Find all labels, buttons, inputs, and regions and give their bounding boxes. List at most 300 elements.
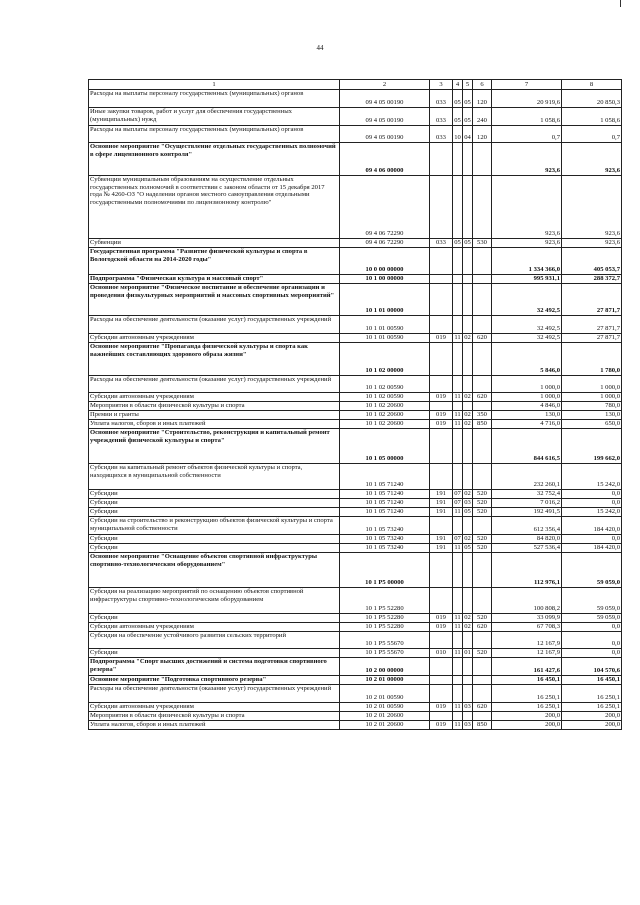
row-expense-type-cell: 120 [473,126,492,143]
table-row [89,143,622,176]
table-body [89,90,622,730]
row-section-cell [453,376,463,393]
row-amount-2020-cell: 200,0 [562,712,622,721]
row-subsection-cell [463,143,473,176]
row-code-cell: 10 2 01 20600 [340,712,430,721]
row-expense-type-cell: 520 [473,490,492,499]
row-subsection-cell [463,429,473,464]
table-row [89,703,622,712]
row-section-cell [453,248,463,275]
table-row [89,614,622,623]
row-name-cell: Субсидии автономным учреждениям [89,623,340,632]
table-row [89,676,622,685]
row-section-cell: 11 [454,614,461,622]
budget-table [88,79,622,730]
row-expense-type-cell: 520 [473,535,492,544]
row-section-cell [453,176,463,239]
row-amount-2019-cell: 1 058,6 [492,108,562,126]
row-code-cell: 10 1 00 00000 [340,275,430,284]
row-subsection-cell [463,316,473,334]
table-row [89,508,622,517]
row-amount-2020-cell: 16 450,1 [562,676,622,685]
row-subsection-cell: 03 [464,499,471,507]
row-subsection-cell [463,658,473,676]
row-amount-2020-cell: 288 372,7 [562,275,622,284]
row-subsection-cell: 05 [464,239,471,247]
row-ministry-cell [430,685,453,703]
row-section-cell: 11 [454,420,461,428]
header-cell: 6 [473,80,492,90]
row-section-cell: 05 [454,239,461,247]
row-section-cell [453,284,463,316]
row-name-cell: Основное мероприятие "Пропаганда физической культуры и спорта как важнейших составляющих здорового образа жизни" [89,343,340,376]
row-section-cell [453,676,463,685]
table-row [89,553,622,588]
row-expense-type-cell: 520 [473,614,492,623]
header-cell: 5 [463,80,473,90]
row-expense-type-cell: 620 [473,393,492,402]
row-section-cell: 07 [454,499,461,507]
table-row [89,429,622,464]
row-code-cell: 10 1 05 71240 [340,490,430,499]
row-amount-2019-cell: 527 536,4 [492,544,562,553]
row-ministry-cell: 019 [430,703,453,712]
row-amount-2019-cell: 1 000,0 [492,376,562,393]
row-amount-2019-cell: 16 250,1 [492,685,562,703]
row-name-cell: Основное мероприятие "Строительство, реконструкция и капитальный ремонт учреждений физической культуры и спорта" [89,429,340,464]
row-code-cell: 10 1 05 00000 [340,429,430,464]
row-subsection-cell [463,284,473,316]
row-code-cell: 10 2 00 00000 [340,658,430,676]
row-amount-2019-cell: 4 716,0 [492,420,562,429]
row-expense-type-cell [473,402,492,411]
row-name-cell: Подпрограмма "Спорт высших достижений и система подготовки спортивного резерва" [89,658,340,676]
row-section-cell: 11 [454,703,461,711]
row-expense-type-cell: 350 [473,411,492,420]
row-amount-2020-cell: 27 871,7 [562,316,622,334]
row-ministry-cell [430,275,453,284]
row-section-cell [453,632,463,649]
row-name-cell: Субсидии [89,499,340,508]
row-ministry-cell [430,429,453,464]
row-ministry-cell [430,284,453,316]
row-amount-2019-cell: 4 846,0 [492,402,562,411]
table-row [89,544,622,553]
row-amount-2019-cell: 232 260,1 [492,464,562,490]
header-cell: 8 [562,80,622,90]
row-amount-2020-cell: 780,0 [562,402,622,411]
row-section-cell [453,553,463,588]
row-amount-2019-cell: 16 450,1 [492,676,562,685]
row-name-cell: Уплата налогов, сборов и иных платежей [89,420,340,429]
row-code-cell: 10 1 05 71240 [340,464,430,490]
row-name-cell: Субсидии [89,614,340,623]
row-code-cell: 10 1 05 73240 [340,544,430,553]
row-subsection-cell: 05 [463,108,473,126]
row-name-cell: Субсидии [89,649,340,658]
row-code-cell: 09 4 06 72290 [340,176,430,239]
row-expense-type-cell: 120 [473,90,492,108]
row-amount-2019-cell: 1 334 366,0 [492,248,562,275]
row-section-cell [453,275,463,284]
table-row [89,90,622,108]
row-amount-2019-cell: 16 250,1 [492,703,562,712]
row-section-cell [453,402,463,411]
row-amount-2019-cell: 84 820,0 [492,535,562,544]
row-subsection-cell [463,343,473,376]
row-amount-2020-cell: 16 250,1 [562,703,622,712]
row-amount-2020-cell: 184 420,0 [562,517,622,535]
row-code-cell: 10 1 05 71240 [340,508,430,517]
row-name-cell: Расходы на выплаты персоналу государственных (муниципальных) органов [89,90,340,108]
row-ministry-cell: 033 [430,239,453,248]
row-section-cell: 11 [454,508,461,516]
row-ministry-cell [430,553,453,588]
table-row [89,490,622,499]
row-ministry-cell: 191 [430,544,453,553]
row-subsection-cell: 02 [464,420,471,428]
row-subsection-cell [463,275,473,284]
row-code-cell: 10 1 P5 55670 [340,649,430,658]
row-subsection-cell: 02 [464,490,471,498]
row-code-cell: 10 1 05 73240 [340,517,430,535]
row-name-cell: Премии и гранты [89,411,340,420]
row-amount-2020-cell: 1 058,6 [562,108,622,126]
row-code-cell: 10 2 01 00590 [340,703,430,712]
row-amount-2020-cell: 405 053,7 [562,248,622,275]
row-ministry-cell [430,248,453,275]
table-row [89,176,622,239]
row-amount-2019-cell: 1 000,0 [492,393,562,402]
row-code-cell: 10 1 02 00590 [340,376,430,393]
row-expense-type-cell [473,429,492,464]
row-name-cell: Субсидии [89,490,340,499]
row-section-cell [453,712,463,721]
row-name-cell: Субсидии автономным учреждениям [89,703,340,712]
table-row [89,316,622,334]
row-amount-2020-cell: 15 242,0 [562,508,622,517]
table-row [89,517,622,535]
row-subsection-cell: 01 [464,649,471,657]
row-name-cell: Субсидии автономным учреждениям [89,334,340,343]
table-row [89,712,622,721]
row-subsection-cell [463,248,473,275]
row-expense-type-cell [473,376,492,393]
row-name-cell: Мероприятия в области физической культуры и спорта [89,712,340,721]
row-code-cell: 10 1 02 20600 [340,411,430,420]
table-row [89,343,622,376]
row-expense-type-cell [473,248,492,275]
row-code-cell: 10 1 05 71240 [340,499,430,508]
row-amount-2019-cell: 844 616,5 [492,429,562,464]
row-amount-2020-cell: 0,0 [562,632,622,649]
row-amount-2019-cell: 20 919,6 [492,90,562,108]
row-section-cell [453,588,463,614]
row-name-cell: Уплата налогов, сборов и иных платежей [89,721,340,730]
row-name-cell: Субсидии [89,535,340,544]
row-expense-type-cell [473,343,492,376]
row-ministry-cell: 019 [430,420,453,429]
row-amount-2020-cell: 130,0 [562,411,622,420]
row-ministry-cell [430,376,453,393]
row-name-cell: Субсидии автономным учреждениям [89,393,340,402]
row-amount-2019-cell: 923,6 [492,143,562,176]
row-ministry-cell: 019 [430,411,453,420]
row-code-cell: 10 1 P5 52280 [340,623,430,632]
row-code-cell: 10 1 P5 52280 [340,614,430,623]
row-ministry-cell [430,176,453,239]
row-amount-2019-cell: 7 016,2 [492,499,562,508]
row-ministry-cell: 191 [430,490,453,499]
table-row [89,126,622,143]
table-row [89,411,622,420]
row-amount-2019-cell: 12 167,9 [492,632,562,649]
row-expense-type-cell: 240 [473,108,492,126]
row-code-cell: 10 1 01 00000 [340,284,430,316]
row-code-cell: 09 4 06 00000 [340,143,430,176]
row-amount-2019-cell: 32 492,5 [492,316,562,334]
row-amount-2020-cell: 27 871,7 [562,284,622,316]
row-expense-type-cell: 520 [473,499,492,508]
row-expense-type-cell [473,632,492,649]
row-name-cell: Расходы на обеспечение деятельности (оказание услуг) государственных учреждений [89,685,340,703]
row-ministry-cell: 019 [430,334,453,343]
row-ministry-cell [430,343,453,376]
row-code-cell: 10 1 02 20600 [340,402,430,411]
row-expense-type-cell [473,658,492,676]
row-expense-type-cell: 530 [473,239,492,248]
row-amount-2020-cell: 923,6 [562,239,622,248]
table-row [89,658,622,676]
row-amount-2019-cell: 612 356,4 [492,517,562,535]
table-row [89,275,622,284]
table-row [89,248,622,275]
row-section-cell: 11 [454,393,461,401]
row-section-cell [453,517,463,535]
row-name-cell: Мероприятия в области физической культуры и спорта [89,402,340,411]
row-name-cell: Иные закупки товаров, работ и услуг для обеспечения государственных (муниципальных) нужд [89,108,340,126]
row-amount-2020-cell: 1 000,0 [562,393,622,402]
row-amount-2019-cell: 12 167,9 [492,649,562,658]
row-expense-type-cell [473,553,492,588]
row-expense-type-cell: 520 [473,508,492,517]
row-subsection-cell: 05 [463,90,473,108]
row-name-cell: Расходы на выплаты персоналу государственных (муниципальных) органов [89,126,340,143]
row-ministry-cell [430,316,453,334]
row-section-cell [453,464,463,490]
row-ministry-cell: 191 [430,508,453,517]
row-ministry-cell: 019 [430,614,453,623]
row-amount-2020-cell: 59 059,0 [562,553,622,588]
row-amount-2019-cell: 200,0 [492,712,562,721]
row-ministry-cell [430,517,453,535]
row-section-cell: 11 [454,721,461,729]
row-amount-2019-cell: 200,0 [492,721,562,730]
row-amount-2019-cell: 923,6 [492,176,562,239]
row-section-cell [453,343,463,376]
row-ministry-cell [430,658,453,676]
row-ministry-cell [430,402,453,411]
header-cell: 1 [89,80,340,90]
row-section-cell: 11 [454,649,461,657]
row-subsection-cell: 02 [464,535,471,543]
row-name-cell: Субсидия на реализацию мероприятий по оснащению объектов спортивной инфраструктуры спортивно-технологическим оборудованием [89,588,340,614]
row-amount-2019-cell: 923,6 [492,239,562,248]
row-subsection-cell [463,676,473,685]
table-row [89,632,622,649]
row-amount-2020-cell: 0,0 [562,623,622,632]
table-row [89,393,622,402]
row-amount-2019-cell: 130,0 [492,411,562,420]
row-ministry-cell: 019 [430,393,453,402]
table-header-row [89,80,622,90]
row-subsection-cell [463,588,473,614]
row-subsection-cell: 05 [464,544,471,552]
row-amount-2020-cell: 16 250,1 [562,685,622,703]
row-subsection-cell: 05 [464,508,471,516]
row-section-cell [453,143,463,176]
row-amount-2020-cell: 923,6 [562,176,622,239]
row-ministry-cell [430,632,453,649]
row-subsection-cell: 02 [464,411,471,419]
row-expense-type-cell [473,176,492,239]
row-expense-type-cell: 620 [473,623,492,632]
row-name-cell: Расходы на обеспечение деятельности (оказание услуг) государственных учреждений [89,316,340,334]
table-row [89,623,622,632]
row-code-cell: 10 1 05 73240 [340,535,430,544]
row-name-cell: Субвенции [89,239,340,248]
page-number: 44 [316,44,324,52]
header-cell: 4 [453,80,463,90]
row-ministry-cell [430,712,453,721]
table-row [89,376,622,393]
table-row [89,108,622,126]
row-name-cell: Субсидии [89,508,340,517]
row-amount-2020-cell: 59 059,0 [562,614,622,623]
row-expense-type-cell: 520 [473,544,492,553]
row-subsection-cell [463,517,473,535]
row-name-cell: Основное мероприятие "Осуществление отдельных государственных полномочий в сфере лицензионного контроля" [89,143,340,176]
row-code-cell: 10 1 P5 00000 [340,553,430,588]
header-cell: 2 [340,80,430,90]
row-amount-2020-cell: 1 780,0 [562,343,622,376]
row-ministry-cell: 019 [430,623,453,632]
row-subsection-cell [463,464,473,490]
row-amount-2019-cell: 161 427,6 [492,658,562,676]
row-amount-2020-cell: 59 059,0 [562,588,622,614]
row-name-cell: Субсидии [89,544,340,553]
row-name-cell: Подпрограмма "Физическая культура и массовый спорт" [89,275,340,284]
row-amount-2019-cell: 995 931,1 [492,275,562,284]
table-row [89,685,622,703]
table-row [89,464,622,490]
row-section-cell: 11 [454,623,461,631]
table-row [89,284,622,316]
row-ministry-cell: 033 [430,90,453,108]
row-amount-2019-cell: 32 492,5 [492,284,562,316]
row-subsection-cell: 03 [464,721,471,729]
header-cell: 3 [430,80,453,90]
row-subsection-cell [463,685,473,703]
scan-edge-mark [620,0,621,7]
row-amount-2019-cell: 112 976,1 [492,553,562,588]
row-amount-2020-cell: 0,0 [562,535,622,544]
row-ministry-cell [430,588,453,614]
row-name-cell: Расходы на обеспечение деятельности (оказание услуг) государственных учреждений [89,376,340,393]
row-subsection-cell: 04 [463,126,473,143]
row-code-cell: 10 2 01 00000 [340,676,430,685]
row-amount-2020-cell: 0,0 [562,649,622,658]
row-subsection-cell: 02 [464,623,471,631]
row-code-cell: 09 4 05 00190 [340,90,430,108]
row-amount-2020-cell: 923,6 [562,143,622,176]
table-row [89,721,622,730]
row-section-cell: 10 [453,126,463,143]
row-subsection-cell: 02 [464,614,471,622]
row-subsection-cell: 03 [464,703,471,711]
table-row [89,420,622,429]
row-section-cell [453,658,463,676]
row-ministry-cell: 191 [430,535,453,544]
row-expense-type-cell [473,517,492,535]
row-amount-2020-cell: 0,0 [562,499,622,508]
row-expense-type-cell: 620 [473,334,492,343]
row-name-cell: Основное мероприятие "Физическое воспитание и обеспечение организации и проведения физкультурных мероприятий и массовых спортивных мероприятий" [89,284,340,316]
table-row [89,499,622,508]
row-subsection-cell: 02 [464,393,471,401]
row-subsection-cell [463,553,473,588]
row-code-cell: 10 2 01 00590 [340,685,430,703]
row-amount-2020-cell: 20 850,3 [562,90,622,108]
row-expense-type-cell: 620 [473,703,492,712]
row-section-cell [453,316,463,334]
row-subsection-cell [463,712,473,721]
row-ministry-cell: 019 [430,721,453,730]
row-ministry-cell: 033 [430,126,453,143]
row-expense-type-cell [473,143,492,176]
row-code-cell: 10 1 P5 55670 [340,632,430,649]
row-amount-2020-cell: 104 570,6 [562,658,622,676]
row-expense-type-cell [473,685,492,703]
row-expense-type-cell: 520 [473,649,492,658]
row-amount-2020-cell: 650,0 [562,420,622,429]
table-row [89,402,622,411]
row-ministry-cell: 010 [430,649,453,658]
row-amount-2019-cell: 67 708,3 [492,623,562,632]
row-ministry-cell [430,676,453,685]
row-code-cell: 10 1 01 00590 [340,316,430,334]
row-subsection-cell [463,376,473,393]
row-code-cell: 10 1 02 20600 [340,420,430,429]
row-ministry-cell [430,464,453,490]
row-amount-2020-cell: 0,0 [562,490,622,499]
row-amount-2020-cell: 199 662,0 [562,429,622,464]
row-amount-2020-cell: 0,7 [562,126,622,143]
row-amount-2019-cell: 32 492,5 [492,334,562,343]
row-expense-type-cell [473,284,492,316]
row-amount-2019-cell: 192 491,5 [492,508,562,517]
row-amount-2020-cell: 1 000,0 [562,376,622,393]
row-expense-type-cell [473,275,492,284]
row-code-cell: 10 1 02 00590 [340,393,430,402]
row-code-cell: 09 4 05 00190 [340,126,430,143]
row-section-cell: 05 [453,108,463,126]
row-subsection-cell [463,402,473,411]
row-amount-2019-cell: 5 846,0 [492,343,562,376]
row-name-cell: Субсидии на строительство и реконструкцию объектов физической культуры и спорта муниципальной собственности [89,517,340,535]
row-name-cell: Субвенции муниципальным образованиям на осуществление отдельных государственных полномочий в соответствии с законом области от 15 декабря 2017 года № 4260-ОЗ "О наделении органов местного самоуправления отдельными государственными полномочиями по лицензионному контролю" [89,176,340,239]
row-amount-2019-cell: 32 752,4 [492,490,562,499]
